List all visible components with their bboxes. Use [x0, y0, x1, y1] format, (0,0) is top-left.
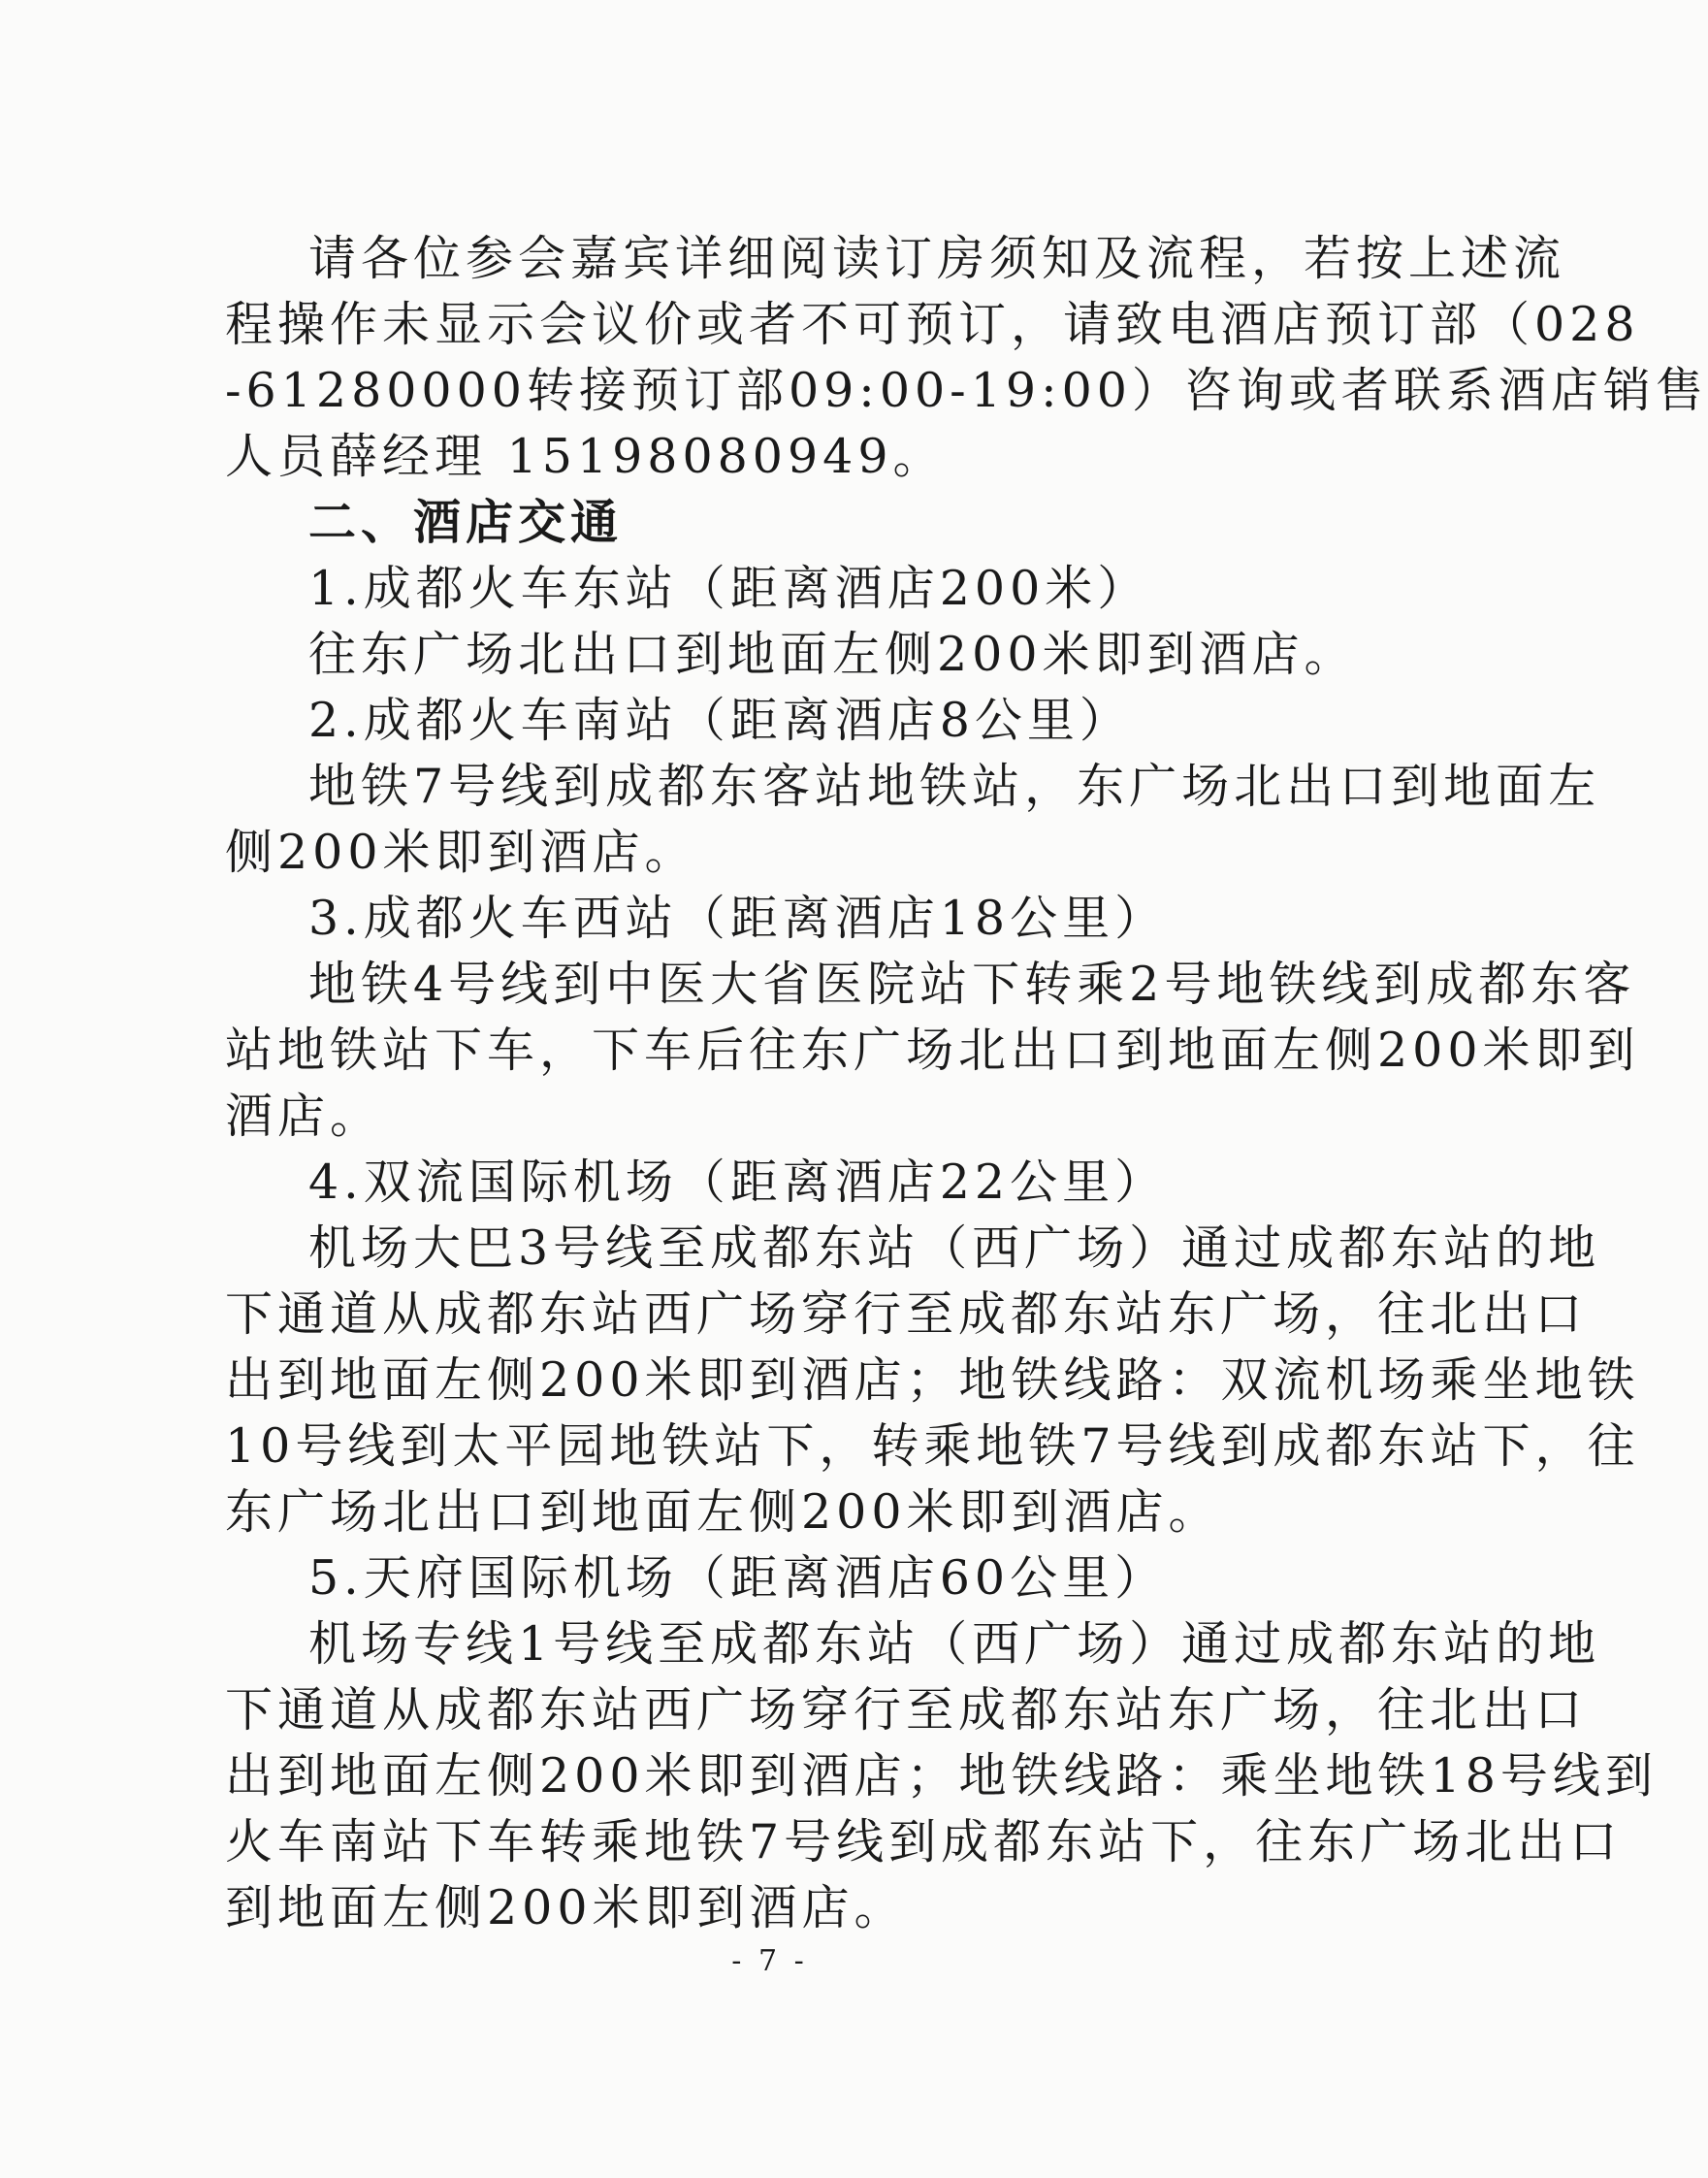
paragraph-line: 到地面左侧200米即到酒店。	[225, 1880, 907, 1935]
subsection-title: 3.成都火车西站（距离酒店18公里）	[308, 891, 1168, 946]
paragraph-line: 下通道从成都东站西广场穿行至成都东站东广场，往北出口	[225, 1286, 1588, 1342]
subsection-title: 5.天府国际机场（距离酒店60公里）	[308, 1550, 1168, 1606]
paragraph-line: 请各位参会嘉宾详细阅读订房须知及流程，若按上述流	[308, 231, 1566, 286]
paragraph-line: 下通道从成都东站西广场穿行至成都东站东广场，往北出口	[225, 1682, 1588, 1738]
subsection-title: 4.双流国际机场（距离酒店22公里）	[308, 1154, 1168, 1210]
page-number: - 7 -	[731, 1944, 808, 1978]
paragraph-line: 地铁4号线到中医大省医院站下转乘2号地铁线到成都东客	[308, 957, 1636, 1012]
paragraph-line: 站地铁站下车，下车后往东广场北出口到地面左侧200米即到	[225, 1023, 1640, 1078]
paragraph-line: 程操作未显示会议价或者不可预订，请致电酒店预订部（028	[225, 297, 1640, 352]
paragraph-line: 火车南站下车转乘地铁7号线到成都东站下，往东广场北出口	[225, 1814, 1623, 1869]
paragraph-line: 机场专线1号线至成都东站（西广场）通过成都东站的地	[308, 1616, 1601, 1672]
paragraph-line: 地铁7号线到成都东客站地铁站，东广场北出口到地面左	[308, 759, 1601, 814]
paragraph-line: -61280000转接预订部09:00-19:00）咨询或者联系酒店销售	[225, 363, 1708, 418]
paragraph-line: 侧200米即到酒店。	[225, 825, 697, 880]
paragraph-line: 机场大巴3号线至成都东站（西广场）通过成都东站的地	[308, 1220, 1601, 1276]
paragraph-line: 东广场北出口到地面左侧200米即到酒店。	[225, 1484, 1221, 1540]
paragraph-line: 出到地面左侧200米即到酒店；地铁线路：乘坐地铁18号线到	[225, 1748, 1658, 1804]
paragraph-line: 酒店。	[225, 1089, 383, 1144]
paragraph-line: 往东广场北出口到地面左侧200米即到酒店。	[308, 627, 1357, 682]
paragraph-line: 人员薛经理 15198080949。	[225, 429, 946, 484]
section-heading: 二、酒店交通	[308, 495, 624, 550]
paragraph-line: 10号线到太平园地铁站下，转乘地铁7号线到成都东站下，往	[225, 1418, 1640, 1474]
subsection-title: 2.成都火车南站（距离酒店8公里）	[308, 693, 1132, 748]
paragraph-line: 出到地面左侧200米即到酒店；地铁线路：双流机场乘坐地铁	[225, 1352, 1640, 1408]
subsection-title: 1.成都火车东站（距离酒店200米）	[308, 561, 1150, 616]
